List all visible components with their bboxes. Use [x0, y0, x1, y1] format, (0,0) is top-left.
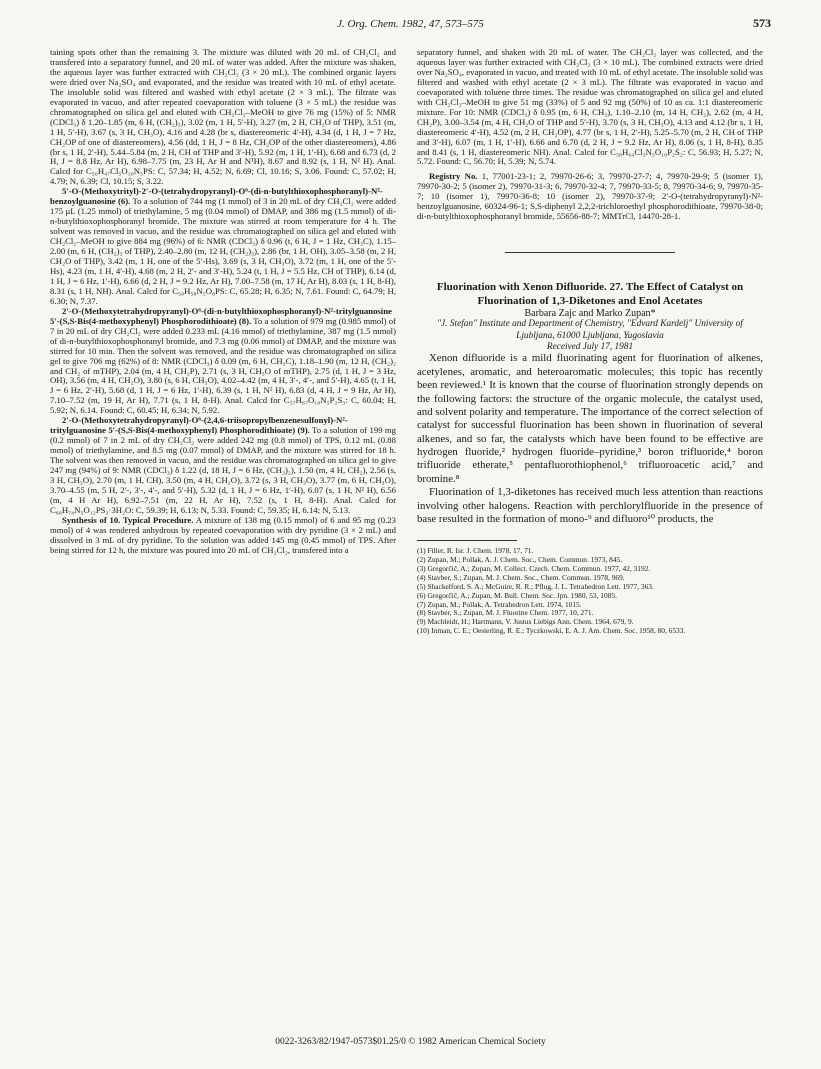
- article-authors: Barbara Zajc and Marko Zupan*: [524, 308, 656, 320]
- article-separator: [505, 252, 675, 253]
- right-column: [417, 48, 763, 636]
- footnote: (6) Gregorčič, A.; Zupan, M. Bull. Chem. Soc. Jpn. 1980, 53, 1085.: [417, 590, 617, 600]
- footnote: (7) Zupan, M.; Pollak, A. Tetrahedron Lett. 1974, 1015.: [417, 599, 582, 609]
- left-column: [50, 48, 396, 556]
- compound-6-procedure: 5′-O-(Methoxytrityl)-2′-O-(tetrahydropyranyl)-O⁶-(di-n-butylthioxophosphoranyl)-N²-benzoylguanosine (6). To a solution of 744 mg (1 mmol) of 3 in 20 mL of dry CH₂Cl₂ were added 175 μL (1.25 mmol) of triethylamine, 5 mg (0.04 mmol) of DMAP, and 386 mg (1.5 mmol) of di-n-butylthioxophosphoranyl bromide. The mixture was stirred at room temperature for 4 h. The solvent was removed in vacuo, and the residue was chromatographed on silica gel and eluted with CH₂Cl₂–MeOH to give 884 mg (96%) of 6: NMR (CDCl₃) δ 0.96 (t, 6 H, J = 1 Hz, CH₃C), 1.15–2.00 (m, 6 H, (CH₂)₃ of THP), 2.40–2.80 (m, 12 H, (CH₂)₃), 2.86 (br, 1 H, OH), 3.05–3.58 (m, 2 H, CH₂O of THP), 3.42 (m, 1 H, one of the 5′-Hs), 3.69 (s, 3 H, CH₃O), 3.72 (m, 1 H, one of the 5′-Hs), 4.23 (m, 1 H, 4′-H), 4.68 (m, 2 H, 2′- and 3′-H), 5.24 (t, 1 H, J = 5.5 Hz, CH of THP), 6.14 (d, 1 H, J = 6 Hz, 1′-H), 6.66 (d, 2 H, J = 9.2 Hz, Ar H), 7.00–7.58 (m, 17 H, Ar H), 8.03 (s, 1 H, 8-H), 8.31 (s, 1 H, NH). Anal. Calcd for C₅₀H₅₈N₅O₈PS: C, 65.28; H, 6.35; N, 7.61. Found: C, 64.79; H, 6.30; N, 7.37.: [50, 186, 396, 306]
- page-number: 573: [753, 16, 771, 30]
- compound-6-heading: 5′-O-(Methoxytrityl)-2′-O-(tetrahydropyranyl)-O⁶-(di-n-butylthioxophosphoranyl)-N²-benzoylguanosine (6).: [50, 186, 383, 207]
- body-paragraph: Xenon difluoride is a mild fluorinating agent for fluorination of alkenes, acetylenes, aromatic, and heteroaromatic molecules; this topic has recently been reviewed.¹ It is known that the course of fluorination strongly depends on the following factors: the structure of the organic molecule, the catalyst used, and solvent polarity and temperature. The importance of the correct selection of catalyst for successful fluorination has been shown in fluorination of several alkenes, and so far, the catalysts which have been found to be effective are hydrogen fluoride,² hydrogen fluoride–pyridine,³ boron trifluoride,⁴ boron trifluoride etherate,⁵ pentafluorothiophenol,⁶ trifluoroacetic acid,⁷ and bromine.⁸: [417, 352, 763, 485]
- running-header: [50, 16, 771, 34]
- footnote: (3) Gregorčič, A.; Zupan, M. Collect. Czech. Chem. Commun. 1977, 42, 3192.: [417, 564, 651, 574]
- article-body: [417, 352, 763, 526]
- registry-heading: Registry No.: [429, 171, 478, 182]
- footnote: (8) Stavber, S.; Zupan, M. J. Fluorine Chem. 1977, 10, 271.: [417, 608, 594, 618]
- received-date: Received July 17, 1981: [546, 341, 634, 352]
- body-paragraph: Fluorination of 1,3-diketones has received much less attention than reactions involving other halogens. Reaction with perchlorylfluoride in the presence of base resulted in the formation of mono-⁹ and difluoro¹⁰ products, the: [417, 486, 763, 525]
- footnotes: [417, 547, 763, 636]
- synthesis-10-procedure: Synthesis of 10. Typical Procedure. A mixture of 138 mg (0.15 mmol) of 6 and 95 mg (0.23 mmol) of 4 was rendered anhydrous by repeated coevaporation with dry pyridine (3 × 2 mL) and dissolved in 3 mL of dry pyridine. To the solution was added 145 mg (0.45 mmol) of TPS. After being stirred for 12 h, the mixture was poured into 20 mL of CH₂Cl₂, transfered into a: [50, 514, 396, 555]
- synthesis-10-heading: Synthesis of 10. Typical Procedure.: [62, 514, 194, 525]
- footnote: (2) Zupan, M.; Pollak, A. J. Chem. Soc., Chem. Commun. 1973, 845.: [417, 555, 623, 565]
- footnote: (4) Stavber, S.; Zupan, M. J. Chem. Soc., Chem. Commun. 1978, 969.: [417, 572, 625, 582]
- compound-9-heading: 2′-O-(Methoxytetrahydropyranyl)-O⁶-(2,4,6-triisopropylbenzenesulfonyl)-N²-tritylguanosine 5′-(S,S-Bis(4-methoxyphenyl) Phosphorodithioate) (9).: [50, 415, 348, 436]
- footnote: (9) Machleidt, H.; Hartmann, V. Justus Liebigs Ann. Chem. 1964, 679, 9.: [417, 617, 634, 627]
- copyright-footer: 0022-3263/82/1947-0573$01.25/0 © 1982 American Chemical Society: [275, 1037, 546, 1047]
- article-title: Fluorination with Xenon Difluoride. 27. The Effect of Catalyst on Fluorination of 1,3-Diketones and Enol Acetates: [436, 281, 744, 307]
- footnote: (1) Filler, R. Isr. J. Chem. 1978, 17, 71.: [417, 546, 534, 556]
- footnote: (5) Shackelford, S. A.; McGuire, R. R.; Pflug, J. L. Tetrahedron Lett. 1977, 363.: [417, 581, 654, 591]
- article-affiliation: "J. Stefan" Institute and Department of Chemistry, "Edvard Kardelj" University of Ljubljana, 61000 Ljubljana, Yugoslavia: [437, 319, 743, 341]
- compound-9-procedure: 2′-O-(Methoxytetrahydropyranyl)-O⁶-(2,4,6-triisopropylbenzenesulfonyl)-N²-tritylguanosine 5′-(S,S-Bis(4-methoxyphenyl) Phosphorodithioate) (9). To a solution of 199 mg (0.2 mmol) of 7 in 2 mL of dry CH₂Cl₂ were added 242 mg (0.8 mmol) of TPS, 0.12 mL (0.88 mmol) of triethylamine, and 8.5 mg (0.07 mmol) of DMAP, and the mixture was stirred for 18 h. The solvent was then removed in vacuo, and the residue was chromatographed on silica gel to give 247 mg (94%) of 9: NMR (CDCl₃) δ 1.22 (d, 18 H, J = 6 Hz, (CH₃)₂), 1.50 (m, 4 H, CH₂), 2.56 (s, 3 H, CH₃O), 2.70 (m, 1 H, CH), 3.50 (m, 4 H, CH₂O), 3.72 (s, 3 H, CH₃O), 3.77 (m, 6 H, CH₃O), 3.70–4.55 (m, 5 H, 2′-, 3′-, 4′-, and 5′-H), 5.32 (d, 1 H, J = 6 Hz, 1′-H), 6.07 (s, 1 H, N² H), 6.56 (m, 4 H Ar H), 6.92–7.51 (m, 22 H, Ar H), 7.52 (s, 1 H, 8-H). Anal. Calcd for C₆₆H₇₄N₅O₁₂PS₃·3H₂O: C, 59.39; H, 6.13; N, 5.33. Found: C, 59.35; H, 6.14; N, 5.13.: [50, 415, 396, 515]
- experimental-paragraph-continued: separatory funnel, and shaken with 20 mL of water. The CH₂Cl₂ layer was collected, and the aqueous layer was further extracted with CH₂Cl₂ (3 × 10 mL). The combined extracts were dried over Na₂SO₄, evaporated in vacuo, and treated with 10 mL of ethyl acetate. The insoluble solid was filtered and washed with ethyl acetate (2 × 3 mL). The filtrate was evaporated in vacuo and coevaporated with toluene three times. The residue was chromatographed on silica gel and eluted with CH₂Cl₂–MeOH to give 51 mg (33%) of 5 and 92 mg (50%) of 10 as ca. 1:1 diastereomeric mixture. For 10: NMR (CDCl₃) δ 0.95 (m, 6 H, CH₃), 1.10–2.10 (m, 14 H, CH₂), 2.62 (m, 4 H, CH₂P), 3.00–3.54 (m, 4 H, CH₂O of THP and 5′-H), 3.70 (s, 3 H, CH₃O), 4.13 and 4.12 (br s, 1 H, diastereomeric 4′-H), 4.52 (m, 2 H, CH₂OP), 4.77 (br s, 1 H, 2′-H), 5.25–5.70 (m, 2 H, CH of THP and 3′-H), 6.07 (m, 1 H, 1′-H), 6.66 and 6.70 (d, 2 H, J = 9.2 Hz, Ar H), 8.06 (s, 1 H, 8-H), 8.35 and 8.41 (s, 1 H, diastereomeric NH). Anal. Calcd for C₅₈H₆₄Cl₃N₅O₁₀P₂S₂: C, 56.93; H, 5.27; N, 5.72. Found: C, 56.70; H, 5.39; N, 5.74.: [417, 47, 763, 167]
- compound-8-heading: 2′-O-(Methoxytetrahydropyranyl)-O⁶-(di-n-butylthioxophosphoranyl)-N²-tritylguanosine 5′-(S,S-Bis(4-methoxyphenyl) Phosphorodithioate) (8).: [50, 305, 392, 326]
- journal-citation: J. Org. Chem. 1982, 47, 573–575: [337, 18, 484, 30]
- experimental-paragraph: taining spots other than the remaining 3. The mixture was diluted with 20 mL of CH₂Cl₂ and transfered into a separatory funnel, and 20 mL of water was added. After the mixture was shaken, the aqueous layer was further extracted with CH₂Cl₂ (3 × 20 mL). The combined organic layers were dried over Na₂SO₄ and evaporated, and the residue was treated with 10 mL of ethyl acetate. The insoluble solid was filtered and washed with ethyl acetate (2 × 3 mL). The filtrate was evaporated in vacuo, and after repeated coevaporation with toluene (3 × 5 mL) the residue was chromatographed on silica gel and eluted with CH₂Cl₂–MeOH to give 76 mg (15%) of 5: NMR (CDCl₃) δ 1.20–1.85 (m, 6 H, (CH₂)₃), 3.02 (m, 1 H, 5′-H), 3.27 (m, 2 H, CH₂O of THP), 3.51 (m, 1 H, 5′-H), 3.67 (s, 3 H, CH₃O), 4.16 and 4.28 (br s, diastereomeric 4′-H), 4.34 (d, 1 H, J = 7 Hz, CH₂OP of one of diastereomers), 4.56 (dd, 1 H, J = 8 Hz, CH₂OP of the other diastereomers), 4.86 (br s, 1 H, 2′-H), 5.44–5.84 (m, 2 H, CH of THP and 3′-H), 5.92 (m, 1 H, 1′-H), 6.68 and 6.73 (d, 2 H, J = 8.8 Hz, Ar H), 6.98–7.75 (m, 23 H, Ar H and N¹H), 8.67 and 8.92 (s, 1 H, N² H). Anal. Calcd for C₅₀H₄₇Cl₅O₁₀N₅PS: C, 57.34; H, 4.52; N, 6.69; Cl, 10.16; S, 3.06. Found: C, 57.02; H, 4.79; N, 6.39; Cl, 10.15; S, 3.22.: [50, 47, 396, 187]
- footnote-separator: [417, 540, 517, 541]
- registry-numbers: Registry No. 1, 77001-23-1; 2, 79970-26-6; 3, 79970-27-7; 4, 79970-29-9; 5 (isomer 1), 79970-30-2; 5 (isomer 2), 79970-31-3; 6, 79970-32-4; 7, 79970-33-5; 8, 79970-34-6; 9, 79970-35-7; 10 (isomer 1), 79970-36-8; 10 (isomer 2), 79970-37-9; 2′-O-(tetrahydropyranyl)-N²-benzoylguanosine, 60324-96-1; S,S-diphenyl 2,2,2-trichloroethyl phosphorodithioate, 79970-38-0; di-n-butylthioxophosphoranyl bromide, 55656-88-7; MMTrCl, 14470-28-1.: [417, 171, 764, 222]
- footnote: (10) Inman, C. E.; Oesterling, R. E.; Tyczkowski, E. A. J. Am. Chem. Soc. 1958, 80, 6533.: [417, 626, 686, 636]
- compound-8-procedure: 2′-O-(Methoxytetrahydropyranyl)-O⁶-(di-n-butylthioxophosphoranyl)-N²-tritylguanosine 5′-(S,S-Bis(4-methoxyphenyl) Phosphorodithioate) (8). To a solution of 979 mg (0.985 mmol) of 7 in 20 mL of dry CH₂Cl₂ were added 0.233 mL (4.16 mmol) of triethylamine, 387 mg (1.5 mmol) of di-n-butylthioxophosphoranyl bromide, and 7.3 mg (0.06 mmol) of DMAP, and the mixture was stirred for 10 min. Then the solvent was removed, and the residue was chromatographed on silica gel to give 706 mg (62%) of 8: NMR (CDCl₃) δ 0.09 (m, 6 H, CH₃C), 1.18–1.90 (m, 12 H, (CH₂)₂ and CH₂ of mTHP), 2.04 (m, 4 H, CH₂P), 2.71 (s, 3 H, CH₃O of mTHP), 2.75 (d, 1 H, J = 3 Hz, OH), 3.56 (m, 4 H, CH₂O), 3.80 (s, 6 H, CH₃O), 4.02–4.42 (m, 4 H, 3′-, 4′-, and 5′-H), 4.65 (t, 1 H, J = 6 Hz, 2′-H), 5.68 (d, 1 H, J = 6 Hz, 1′-H), 6.39 (s, 1 H, N² H), 6.83 (d, 4 H, J = 9 Hz, Ar H), 7.10–7.52 (m, 19 H, Ar H), 7.71 (s, 1 H, 8-H). Anal. Calcd for C₅₇H₆₇O₁₀N₅P₂S₃: C, 60.04; H, 5.92; N, 6.14. Found: C, 60.45; H, 6.34; N, 5.92.: [50, 305, 397, 416]
